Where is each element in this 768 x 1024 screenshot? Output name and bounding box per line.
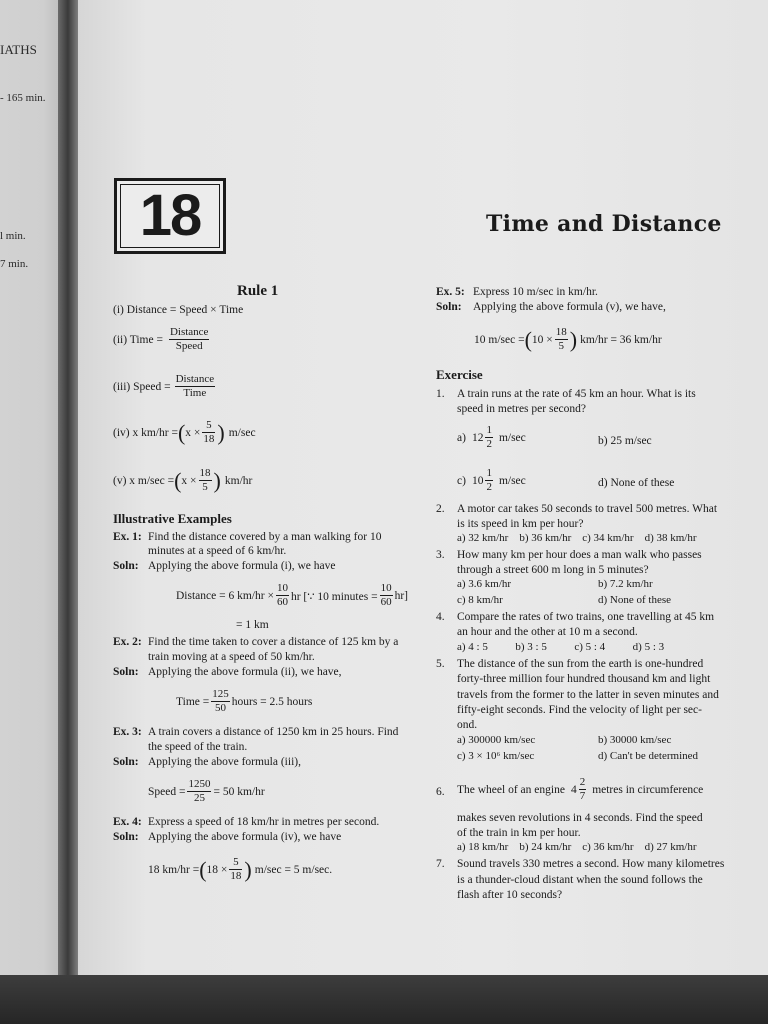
formula-4	[113, 419, 256, 446]
denominator: 2	[486, 438, 492, 450]
paren: (	[199, 856, 207, 882]
example-2-calculation	[176, 688, 312, 715]
question-fragment: metres in circumference	[592, 783, 704, 796]
question-text: through a street 600 m long in 5 minutes?	[457, 564, 649, 576]
example-3-calculation	[148, 778, 265, 805]
example-label: Ex. 2:	[113, 636, 142, 648]
question-text: Compare the rates of two trains, one travelling at 45 km	[457, 611, 715, 623]
option-c: c) 8 km/hr	[457, 594, 503, 606]
fraction	[175, 373, 215, 400]
example-text: train moving at a speed of 50 km/hr.	[148, 651, 315, 663]
page-bottom-shadow	[0, 975, 768, 1024]
paren: (	[524, 326, 532, 352]
question-text: speed in metres per second?	[457, 403, 587, 415]
numerator: 1	[486, 424, 492, 436]
paren: (	[177, 419, 186, 445]
numerator: 18	[555, 326, 567, 338]
question-text: fifty-eight seconds. Find the velocity of light per sec-	[457, 704, 702, 716]
numerator: 5	[202, 419, 215, 433]
calc-text: 18 km/hr =	[148, 863, 200, 876]
calc-text: 18 ×	[206, 863, 228, 876]
numerator: 5	[229, 856, 242, 870]
formula-2	[113, 326, 211, 353]
fraction	[485, 424, 493, 451]
chapter-number-box	[114, 178, 226, 254]
paren: )	[213, 467, 221, 493]
question-number: 2.	[436, 503, 445, 515]
denominator: 18	[230, 870, 242, 882]
book-gutter	[58, 0, 80, 975]
question-number: 3.	[436, 549, 445, 561]
mixed-whole: 12	[471, 431, 484, 444]
option-b: b) 30000 km/sec	[598, 734, 672, 746]
question-options: a) 4 : 5 b) 3 : 5 c) 5 : 4 d) 5 : 3	[457, 641, 665, 653]
calc-text: 10 m/sec =	[474, 333, 525, 346]
calc-text: hr]	[394, 589, 408, 602]
fraction	[380, 582, 393, 609]
example-result: = 1 km	[236, 619, 269, 631]
left-fragment: IATHS	[0, 42, 37, 57]
option-b: b) 7.2 km/hr	[598, 578, 653, 590]
solution-label: Soln:	[113, 666, 139, 678]
calc-text: Distance = 6 km/hr ×	[176, 589, 274, 602]
formula-label: (ii) Time =	[113, 333, 163, 346]
denominator: 7	[579, 790, 586, 802]
question-text: How many km per hour does a man walk who passes	[457, 549, 702, 561]
example-5-calculation	[474, 326, 662, 353]
paren: (	[174, 467, 182, 493]
calc-text: 10 ×	[531, 333, 553, 346]
example-4-calculation	[148, 856, 332, 883]
option-c: c) 3 × 10⁶ km/sec	[457, 750, 535, 762]
solution-text: Applying the above formula (iv), we have	[148, 831, 342, 843]
question-text: A train runs at the rate of 45 km an hour. What is its	[457, 388, 696, 400]
question-text: makes seven revolutions in 4 seconds. Find the speed	[457, 812, 703, 824]
option-unit: m/sec	[498, 431, 526, 444]
chapter-number: 18	[139, 183, 201, 248]
example-text: Express a speed of 18 km/hr in metres per second.	[148, 816, 380, 828]
formula-1: (i) Distance = Speed × Time	[113, 304, 244, 316]
fraction	[555, 326, 568, 353]
example-label: Ex. 5:	[436, 286, 465, 298]
denominator: 25	[193, 792, 205, 804]
numerator: 1	[486, 467, 492, 479]
question-options: a) 18 km/hr b) 24 km/hr c) 36 km/hr d) 27 km/hr	[457, 841, 697, 853]
solution-text: Applying the above formula (iii),	[148, 756, 301, 768]
question-text: Sound travels 330 metres a second. How many kilometres	[457, 858, 725, 870]
formula-unit: m/sec	[228, 426, 256, 439]
question-number: 1.	[436, 388, 445, 400]
calc-text: Speed =	[148, 785, 186, 798]
solution-text: Applying the above formula (v), we have,	[473, 301, 666, 313]
previous-page-margin	[0, 0, 62, 975]
option-a: a) 300000 km/sec	[457, 734, 536, 746]
option-c	[457, 467, 526, 494]
denominator: 18	[203, 433, 215, 445]
fraction	[211, 688, 230, 715]
question-number: 6.	[436, 786, 445, 798]
mixed-whole: 10	[471, 474, 484, 487]
question-text: of the train in km per hour.	[457, 827, 581, 839]
calc-text: km/hr = 36 km/hr	[580, 333, 662, 346]
chapter-title: Time and Distance	[486, 211, 722, 237]
example-text: Find the distance covered by a man walking for 10	[148, 531, 382, 543]
question-text: A motor car takes 50 seconds to travel 500 metres. What	[457, 503, 718, 515]
option-d: d) None of these	[598, 594, 672, 606]
denominator: 60	[380, 596, 392, 608]
formula-term: x ×	[181, 474, 197, 487]
option-unit: m/sec	[498, 474, 526, 487]
solution-text: Applying the above formula (ii), we have,	[148, 666, 342, 678]
question-text: travels from the former to the latter in seven minutes and	[457, 689, 719, 701]
denominator: Time	[183, 387, 207, 399]
option-label: a)	[457, 431, 466, 444]
fraction	[202, 419, 215, 446]
numerator: Distance	[169, 326, 209, 338]
example-text: the speed of the train.	[148, 741, 248, 753]
left-fragment: - 165 min.	[0, 92, 46, 104]
numerator: Distance	[175, 373, 215, 385]
question-text: The distance of the sun from the earth is one-hundred	[457, 658, 704, 670]
calc-text: Time =	[176, 695, 210, 708]
option-b: b) 25 m/sec	[598, 435, 652, 447]
example-1-calculation	[176, 582, 408, 609]
fraction	[187, 778, 211, 805]
fraction	[169, 326, 209, 353]
question-text: forty-three million four hundred thousand km and light	[457, 673, 711, 685]
question-number: 5.	[436, 658, 445, 670]
option-a: a) 3.6 km/hr	[457, 578, 512, 590]
example-text: minutes at a speed of 6 km/hr.	[148, 545, 287, 557]
example-label: Ex. 1:	[113, 531, 142, 543]
question-text: flash after 10 seconds?	[457, 889, 563, 901]
formula-label: (iii) Speed =	[113, 380, 171, 393]
fraction	[276, 582, 289, 609]
left-fragment: 7 min.	[0, 258, 29, 270]
fraction	[229, 856, 242, 883]
solution-label: Soln:	[113, 560, 139, 572]
option-d: d) None of these	[598, 477, 675, 489]
formula-unit: km/hr	[224, 474, 253, 487]
rule-title: Rule 1	[237, 283, 279, 299]
solution-label: Soln:	[436, 301, 462, 313]
calc-text: = 50 km/hr	[213, 785, 265, 798]
solution-text: Applying the above formula (i), we have	[148, 560, 336, 572]
option-label: c)	[457, 474, 466, 487]
denominator: Speed	[175, 340, 203, 352]
numerator: 125	[212, 688, 229, 700]
solution-label: Soln:	[113, 831, 139, 843]
numerator: 18	[199, 467, 211, 479]
calc-text: hr [∵ 10 minutes =	[290, 590, 378, 603]
question-text: ond.	[457, 719, 478, 731]
numerator: 1250	[188, 778, 211, 790]
question-text: is its speed in km per hour?	[457, 518, 584, 530]
paren: )	[569, 326, 578, 352]
denominator: 2	[486, 481, 492, 493]
question-text: an hour and the other at 10 m a second.	[457, 626, 638, 638]
question-fragment: The wheel of an engine	[457, 783, 565, 796]
mixed-whole: 4	[570, 783, 577, 796]
example-label: Ex. 3:	[113, 726, 142, 738]
question-text: is a thunder-cloud distant when the sound follows the	[457, 874, 703, 886]
example-text: A train covers a distance of 1250 km in 25 hours. Find	[148, 726, 399, 738]
question-number: 7.	[436, 858, 445, 870]
solution-label: Soln:	[113, 756, 139, 768]
formula-label: (v) x m/sec =	[113, 474, 175, 487]
denominator: 5	[202, 481, 208, 493]
example-text: Express 10 m/sec in km/hr.	[473, 286, 598, 298]
left-fragment: l min.	[0, 230, 26, 242]
fraction	[579, 776, 587, 803]
formula-3	[113, 373, 217, 400]
formula-5	[113, 467, 252, 494]
question-text	[457, 776, 703, 803]
option-a	[457, 424, 526, 451]
numerator: 10	[380, 582, 392, 594]
illustrative-heading: Illustrative Examples	[113, 511, 232, 526]
fraction	[485, 467, 493, 494]
option-d: d) Can't be determined	[598, 750, 699, 762]
denominator: 60	[276, 596, 288, 608]
question-options: a) 32 km/hr b) 36 km/hr c) 34 km/hr d) 38 km/hr	[457, 532, 697, 544]
denominator: 50	[214, 702, 226, 714]
denominator: 5	[558, 340, 565, 352]
question-number: 4.	[436, 611, 445, 623]
paren: )	[217, 419, 225, 445]
calc-text: hours = 2.5 hours	[231, 695, 313, 708]
fraction	[199, 467, 212, 494]
numerator: 10	[276, 582, 288, 594]
numerator: 2	[579, 776, 586, 788]
formula-term: x ×	[185, 426, 201, 439]
exercise-heading: Exercise	[436, 367, 483, 382]
paren: )	[244, 856, 252, 882]
calc-text: m/sec = 5 m/sec.	[254, 863, 333, 876]
formula-label: (iv) x km/hr =	[113, 426, 178, 439]
example-label: Ex. 4:	[113, 816, 142, 828]
example-text: Find the time taken to cover a distance of 125 km by a	[148, 636, 399, 648]
